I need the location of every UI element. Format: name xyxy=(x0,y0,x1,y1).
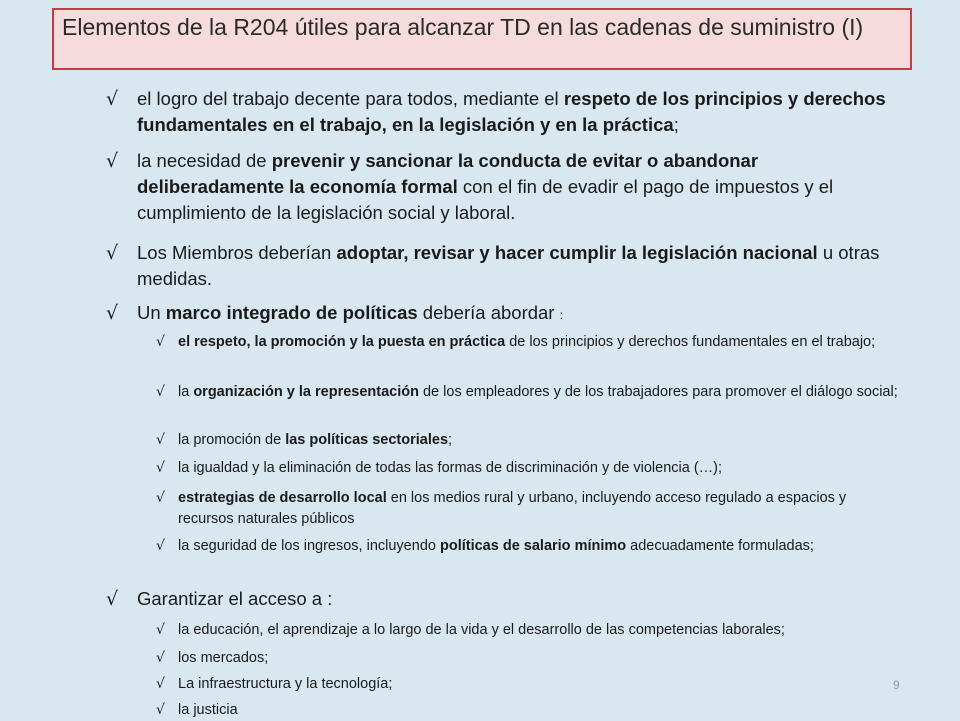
bold-segment: adoptar, revisar y hacer cumplir la legislación nacional xyxy=(336,242,818,263)
text-segment: : xyxy=(559,308,563,322)
sub-bullet-item xyxy=(156,674,902,695)
bullet-text xyxy=(178,382,902,403)
slide-title-box xyxy=(52,8,912,70)
check-icon: √ xyxy=(156,538,165,554)
text-segment: de los empleadores y de los trabajadores para promover el diálogo social; xyxy=(418,384,898,400)
text-segment: la necesidad de xyxy=(137,150,272,171)
sub-bullet-item xyxy=(156,382,902,403)
check-icon: √ xyxy=(106,150,119,172)
check-icon: √ xyxy=(106,588,119,610)
check-icon: √ xyxy=(156,384,165,400)
bold-segment: el respeto, la promoción y la puesta en práctica xyxy=(178,334,506,350)
sub-bullet-item xyxy=(156,620,902,641)
check-icon: √ xyxy=(156,650,165,666)
sub-bullet-item xyxy=(156,536,902,557)
bold-segment: prevenir y sancionar la conducta de evitar o abandonar deliberadamente la economía formal xyxy=(137,150,759,197)
check-icon: √ xyxy=(106,88,119,110)
bullet-text xyxy=(178,536,902,557)
bullet-text xyxy=(137,300,906,328)
bullet-text xyxy=(178,430,902,451)
text-segment: la xyxy=(178,384,194,400)
text-segment: debería abordar xyxy=(417,302,560,323)
sub-bullet-item xyxy=(156,458,902,479)
text-segment: adecuadamente formuladas; xyxy=(626,538,814,554)
page-number: 9 xyxy=(893,678,900,692)
bold-segment: organización y la representación xyxy=(193,384,419,400)
check-icon: √ xyxy=(156,490,165,506)
bullet-text xyxy=(137,586,906,612)
text-segment: la igualdad y la eliminación de todas las formas de discriminación y de violencia (…); xyxy=(178,460,723,476)
sub-bullet-item xyxy=(156,332,902,353)
bold-segment: respeto de los principios y derechos fundamentales en el trabajo, en la legislación y en la práctica xyxy=(137,88,886,135)
text-segment: la educación, el aprendizaje a lo largo de la vida y el desarrollo de las competencias laborales; xyxy=(178,622,785,638)
text-segment: ; xyxy=(448,432,453,448)
check-icon: √ xyxy=(156,676,165,692)
text-segment: Garantizar el acceso a : xyxy=(137,588,333,609)
text-segment: ; xyxy=(673,114,679,135)
bullet-item xyxy=(106,148,906,226)
bold-segment: estrategias de desarrollo local xyxy=(178,490,387,506)
sub-bullet-item xyxy=(156,700,902,721)
bullet-text xyxy=(178,620,902,641)
bullet-text xyxy=(137,148,906,226)
bullet-text xyxy=(178,488,902,530)
bullet-item xyxy=(106,586,906,612)
sub-bullet-item xyxy=(156,430,902,451)
bullet-item xyxy=(106,300,906,328)
check-icon: √ xyxy=(156,334,165,350)
bullet-text xyxy=(178,700,902,721)
text-segment: el logro del trabajo decente para todos, mediante el xyxy=(137,88,564,109)
sub-bullet-item xyxy=(156,648,902,669)
text-segment: en los medios rural y urbano, incluyendo acceso regulado a espacios y recursos naturales públicos xyxy=(178,490,847,527)
text-segment: la justicia xyxy=(178,702,238,718)
bullet-text xyxy=(178,648,902,669)
check-icon: √ xyxy=(106,302,119,324)
slide-title: Elementos de la R204 útiles para alcanzar TD en las cadenas de suministro (I) xyxy=(62,14,864,40)
bullet-text xyxy=(178,332,902,353)
bullet-item xyxy=(106,240,906,292)
text-segment: u otras medidas. xyxy=(137,242,880,289)
text-segment: la promoción de xyxy=(178,432,286,448)
bold-segment: marco integrado de políticas xyxy=(165,302,418,323)
bullet-text xyxy=(137,240,906,292)
bullet-item xyxy=(106,86,906,138)
text-segment: de los principios y derechos fundamentales en el trabajo; xyxy=(505,334,876,350)
text-segment: La infraestructura y la tecnología; xyxy=(178,676,393,692)
bold-segment: políticas de salario mínimo xyxy=(439,538,627,554)
text-segment: los mercados; xyxy=(178,650,269,666)
bullet-text xyxy=(178,674,902,695)
bullet-text xyxy=(178,458,902,479)
text-segment: la seguridad de los ingresos, incluyendo xyxy=(178,538,440,554)
check-icon: √ xyxy=(156,460,165,476)
check-icon: √ xyxy=(156,702,165,718)
check-icon: √ xyxy=(156,622,165,638)
bullet-text xyxy=(137,86,906,138)
text-segment: Un xyxy=(137,302,166,323)
check-icon: √ xyxy=(156,432,165,448)
bold-segment: las políticas sectoriales xyxy=(285,432,449,448)
check-icon: √ xyxy=(106,242,119,264)
text-segment: Los Miembros deberían xyxy=(137,242,337,263)
text-segment: con el fin de evadir el pago de impuestos y el cumplimiento de la legislación social y laboral. xyxy=(137,176,834,223)
sub-bullet-item xyxy=(156,488,902,530)
